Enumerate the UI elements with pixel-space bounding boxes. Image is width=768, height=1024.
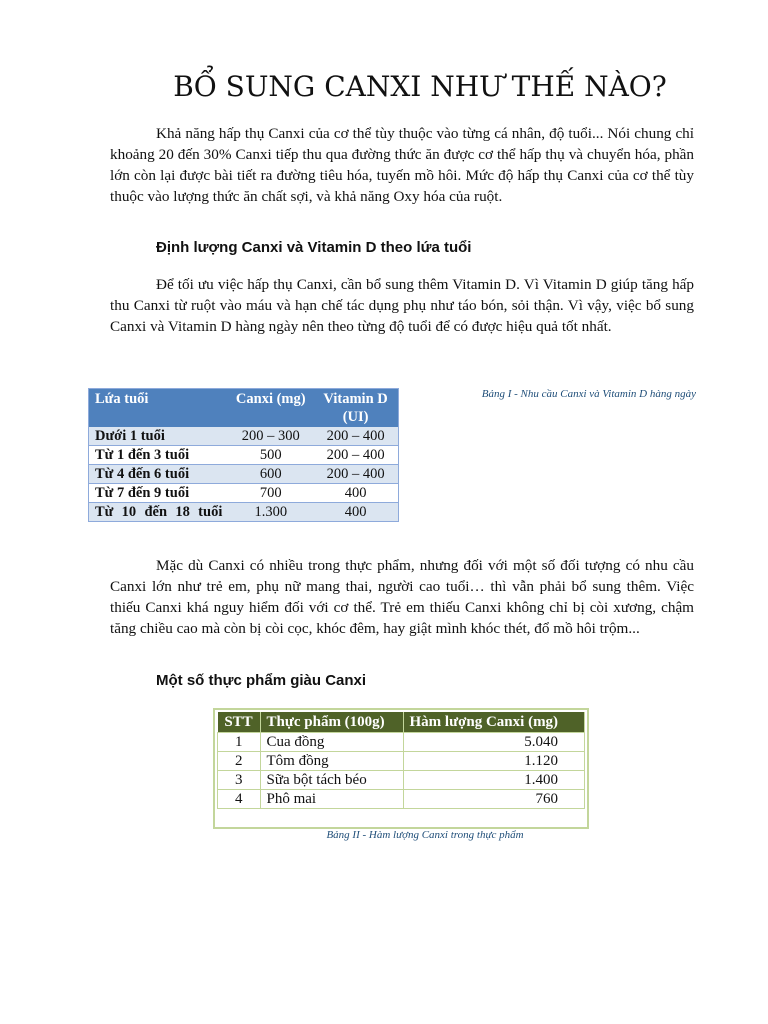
table-cell: Sữa bột tách béo	[260, 771, 403, 790]
table-cell: Phô mai	[260, 790, 403, 809]
table-cell: Từ 4 đến 6 tuổi	[89, 465, 229, 484]
page-title: BỔ SUNG CANXI NHƯ THẾ NÀO?	[173, 70, 667, 103]
table-row	[89, 427, 399, 446]
paragraph-vitamin-d: Để tối ưu việc hấp thụ Canxi, cần bổ sung thêm Vitamin D. Vì Vitamin D giúp tăng hấp thu Canxi từ ruột vào máu và hạn chế tác dụng phụ như táo bón, sỏi thận. Vì vậy, việc bổ sung Canxi và Vitamin D hàng ngày nên theo từng độ tuổi để có được hiệu quả tốt nhất.	[110, 276, 694, 335]
table-row	[218, 771, 585, 790]
table-cell: 500	[228, 446, 313, 465]
table-cell: 5.040	[403, 733, 585, 752]
table-header-cell: Hàm lượng Canxi (mg)	[403, 712, 585, 733]
table-cell: Từ 10 đến 18 tuổi	[89, 503, 229, 522]
table-cell: 4	[218, 790, 261, 809]
paragraph-intro: Khả năng hấp thụ Canxi của cơ thể tùy thuộc vào từng cá nhân, độ tuổi... Nói chung chỉ khoảng 20 đến 30% Canxi tiếp thu qua đường thức ăn được cơ thể hấp thụ và chuyển hóa, phần lớn còn lại được bài tiết ra đường tiêu hóa, tuyến mồ hôi. Mức độ hấp thụ Canxi của cơ thể tùy thuộc vào lượng thức ăn chất sợi, và khả năng Oxy hóa của ruột.	[110, 125, 694, 205]
heading-dosage: Định lượng Canxi và Vitamin D theo lứa tuổi	[156, 239, 472, 256]
table-row	[218, 790, 585, 809]
table-cell: 760	[403, 790, 585, 809]
table-cell: 3	[218, 771, 261, 790]
table-cell: 400	[313, 484, 398, 503]
table-header-cell: STT	[218, 712, 261, 733]
table-cell: 200 – 400	[313, 465, 398, 484]
table-cell: Cua đồng	[260, 733, 403, 752]
table-row	[89, 446, 399, 465]
table-calcium-vitamin-d	[88, 388, 399, 522]
table-cell: Tôm đồng	[260, 752, 403, 771]
table-cell: Từ 1 đến 3 tuổi	[89, 446, 229, 465]
table-header-cell: Thực phẩm (100g)	[260, 712, 403, 733]
table-cell: 700	[228, 484, 313, 503]
table-row	[218, 733, 585, 752]
table-cell: 1	[218, 733, 261, 752]
table-cell: 400	[313, 503, 398, 522]
table-cell: 1.400	[403, 771, 585, 790]
table-food-calcium-frame	[213, 708, 589, 829]
heading-calcium-foods: Một số thực phẩm giàu Canxi	[156, 672, 367, 689]
table-cell: 200 – 400	[313, 427, 398, 446]
table-header-cell: Lứa tuổi	[89, 389, 229, 428]
table-cell: 600	[228, 465, 313, 484]
table2-caption: Bảng II - Hàm lượng Canxi trong thực phẩm	[326, 829, 524, 841]
table1-caption: Bảng I - Nhu cầu Canxi và Vitamin D hàng ngày	[481, 388, 696, 400]
table-header-row	[218, 712, 585, 733]
table-header-cell: Vitamin D (UI)	[313, 389, 398, 428]
table-cell: 1.120	[403, 752, 585, 771]
table-cell: 200 – 300	[228, 427, 313, 446]
table-row	[89, 484, 399, 503]
table-cell: 200 – 400	[313, 446, 398, 465]
table-row	[218, 752, 585, 771]
table-row	[89, 465, 399, 484]
table-cell: 1.300	[228, 503, 313, 522]
table-cell: Từ 7 đến 9 tuổi	[89, 484, 229, 503]
table-header-cell: Canxi (mg)	[228, 389, 313, 428]
table-row	[89, 503, 399, 522]
paragraph-calcium-deficiency: Mặc dù Canxi có nhiều trong thực phẩm, nhưng đối với một số đối tượng có nhu cầu Canxi lớn như trẻ em, phụ nữ mang thai, người cao tuổi… thì vẫn phải bổ sung thêm. Việc thiếu Canxi khá nguy hiểm đối với cơ thể. Trẻ em thiếu Canxi không chỉ bị còi xương, chậm tăng chiều cao mà còn bị còi cọc, khóc đêm, hay giật mình khóc thét, đổ mồ hôi trộm...	[110, 557, 694, 637]
table-food-calcium	[217, 712, 585, 809]
table-header-row	[89, 389, 399, 428]
table-cell: 2	[218, 752, 261, 771]
table-cell: Dưới 1 tuổi	[89, 427, 229, 446]
